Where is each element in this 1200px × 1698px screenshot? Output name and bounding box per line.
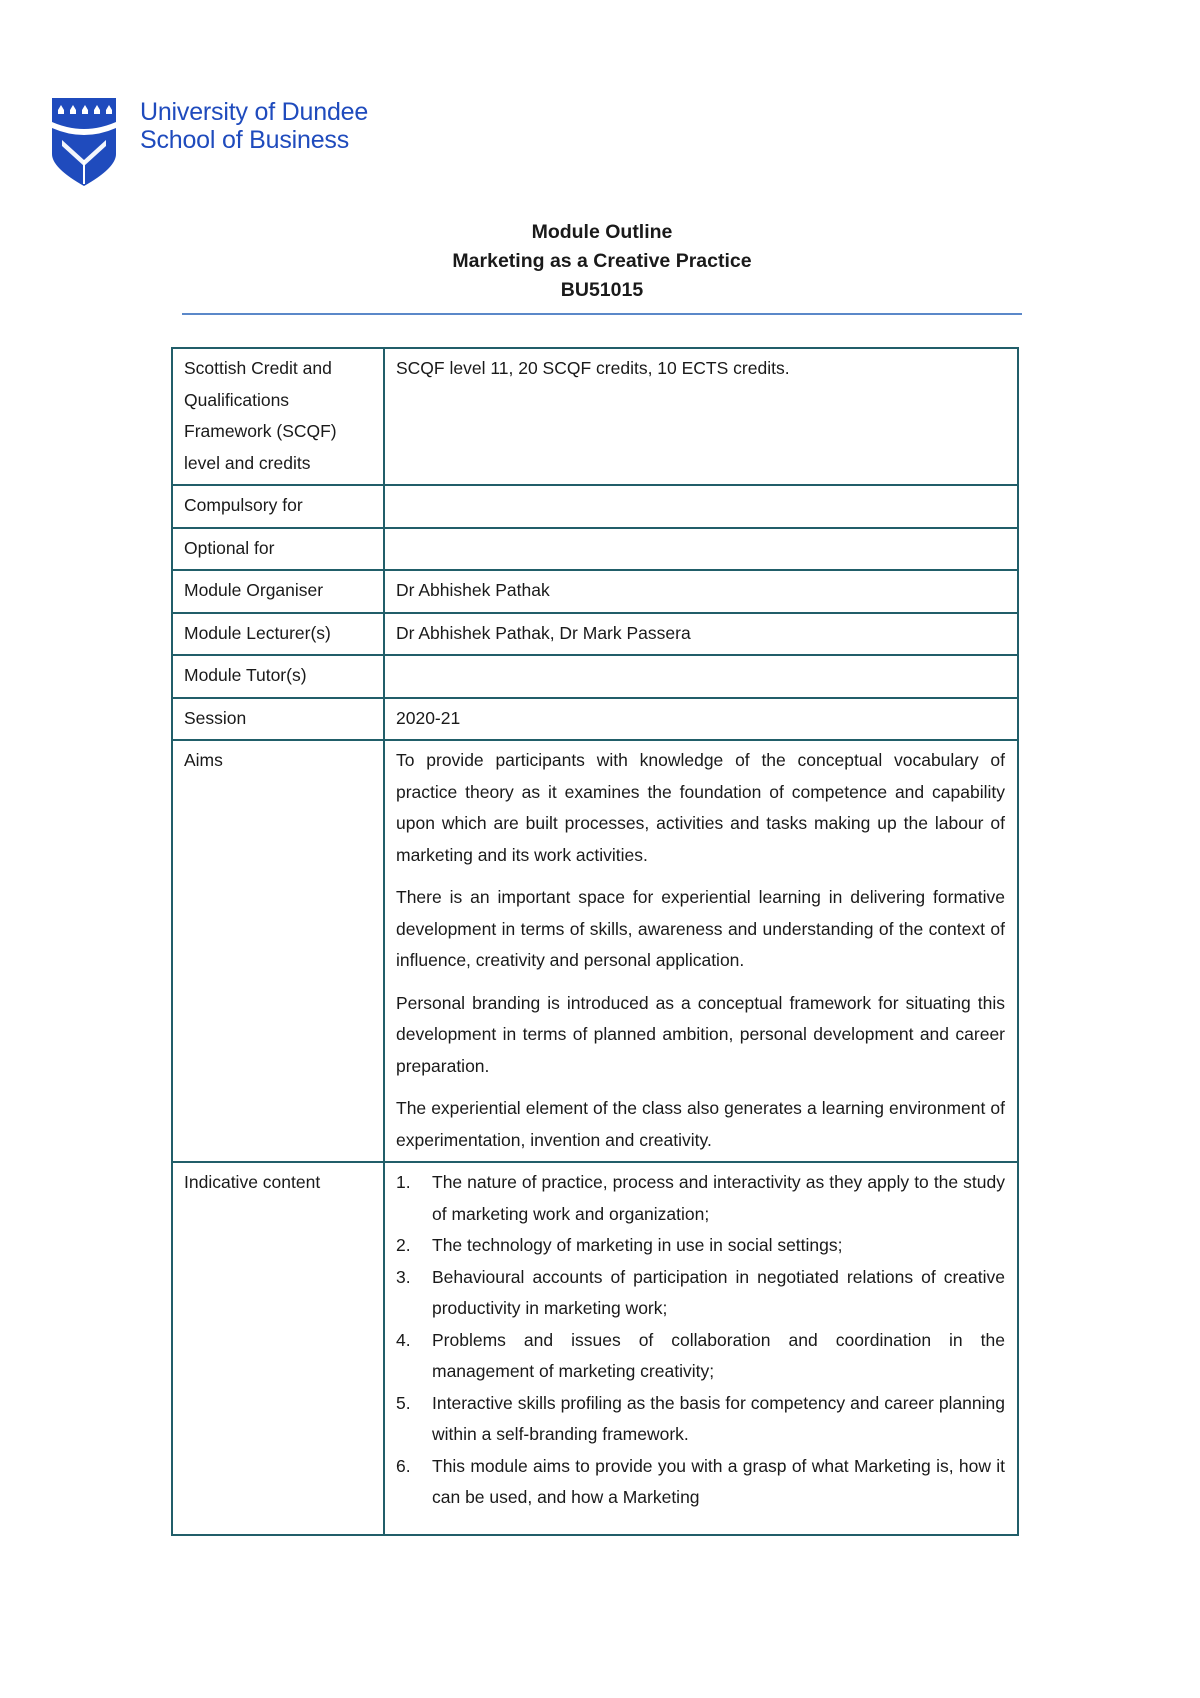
module-title: Marketing as a Creative Practice: [452, 250, 752, 272]
row-value: [384, 485, 1018, 528]
school-name: School of Business: [140, 126, 350, 154]
row-label: Compulsory for: [172, 485, 384, 528]
list-item: [396, 1167, 1005, 1230]
list-text: This module aims to provide you with a grasp of what Marketing is, how it can be used, and how a Marketing: [432, 1455, 1005, 1507]
row-value: [384, 528, 1018, 571]
document-kind: Module Outline: [531, 221, 673, 243]
row-label: Session: [172, 698, 384, 741]
list-text: Behavioural accounts of participation in negotiated relations of creative productivity in marketing work;: [432, 1266, 1005, 1318]
indicative-content: [384, 1162, 1018, 1535]
row-value: Dr Abhishek Pathak: [384, 570, 1018, 613]
content-list-clip: [396, 1167, 1005, 1529]
row-label: Module Organiser: [172, 570, 384, 613]
row-label: Aims: [172, 740, 384, 1162]
document-heading: [0, 218, 1200, 305]
module-outline-table: [171, 347, 1019, 1536]
list-text: The technology of marketing in use in social settings;: [432, 1235, 843, 1255]
table-row-session: [172, 698, 1018, 741]
list-number: 6.: [396, 1455, 411, 1476]
content-list: [396, 1167, 1005, 1514]
aims-paragraph: There is an important space for experiential learning in delivering formative development in terms of skills, awareness and understanding of the context of influence, creativity and personal application.: [396, 887, 1005, 970]
list-number: 3.: [396, 1266, 411, 1287]
list-item: [396, 1262, 1005, 1325]
table-row-lecturers: [172, 613, 1018, 656]
row-label: Module Tutor(s): [172, 655, 384, 698]
row-label: Module Lecturer(s): [172, 613, 384, 656]
row-label: Optional for: [172, 528, 384, 571]
row-value: [384, 655, 1018, 698]
table-row-aims: [172, 740, 1018, 1162]
list-number: 4.: [396, 1329, 411, 1350]
aims-paragraph: Personal branding is introduced as a conceptual framework for situating this development in terms of planned ambition, personal development and career preparation.: [396, 992, 1005, 1076]
table-row-compulsory: [172, 485, 1018, 528]
module-code: BU51015: [560, 279, 644, 301]
row-value: 2020-21: [384, 698, 1018, 741]
list-item: [396, 1230, 1005, 1262]
list-text: Problems and issues of collaboration and coordination in the management of marketing creativity;: [432, 1329, 1005, 1381]
aims-paragraph: To provide participants with knowledge of the conceptual vocabulary of practice theory as it examines the foundation of competence and capability upon which are built processes, activities and tasks making up the labour of marketing and its work activities.: [396, 750, 1005, 865]
aims-text: [384, 740, 1018, 1162]
list-item: [396, 1388, 1005, 1451]
dundee-crest-icon: [50, 96, 118, 188]
list-item: [396, 1451, 1005, 1514]
list-number: 1.: [396, 1172, 411, 1192]
table-row-content: [172, 1162, 1018, 1535]
list-number: 2.: [396, 1235, 411, 1255]
table-row-scqf: [172, 348, 1018, 485]
logo-wordmark: [140, 98, 368, 154]
list-number: 5.: [396, 1392, 411, 1413]
university-name: University of Dundee: [140, 98, 369, 126]
table-row-organiser: [172, 570, 1018, 613]
list-item: [396, 1325, 1005, 1388]
aims-paragraph: The experiential element of the class also generates a learning environment of experimentation, invention and creativity.: [396, 1098, 1005, 1150]
university-logo: [50, 96, 368, 188]
table-row-tutors: [172, 655, 1018, 698]
heading-divider: [182, 313, 1022, 315]
list-text: Interactive skills profiling as the basis for competency and career planning within a self-branding framework.: [432, 1392, 1005, 1444]
list-text: The nature of practice, process and interactivity as they apply to the study of marketing work and organization;: [432, 1172, 1005, 1224]
table-row-optional: [172, 528, 1018, 571]
row-label: Scottish Credit and Qualifications Framework (SCQF) level and credits: [172, 348, 384, 485]
row-value: Dr Abhishek Pathak, Dr Mark Passera: [384, 613, 1018, 656]
row-value: SCQF level 11, 20 SCQF credits, 10 ECTS credits.: [384, 348, 1018, 485]
row-label: Indicative content: [172, 1162, 384, 1535]
